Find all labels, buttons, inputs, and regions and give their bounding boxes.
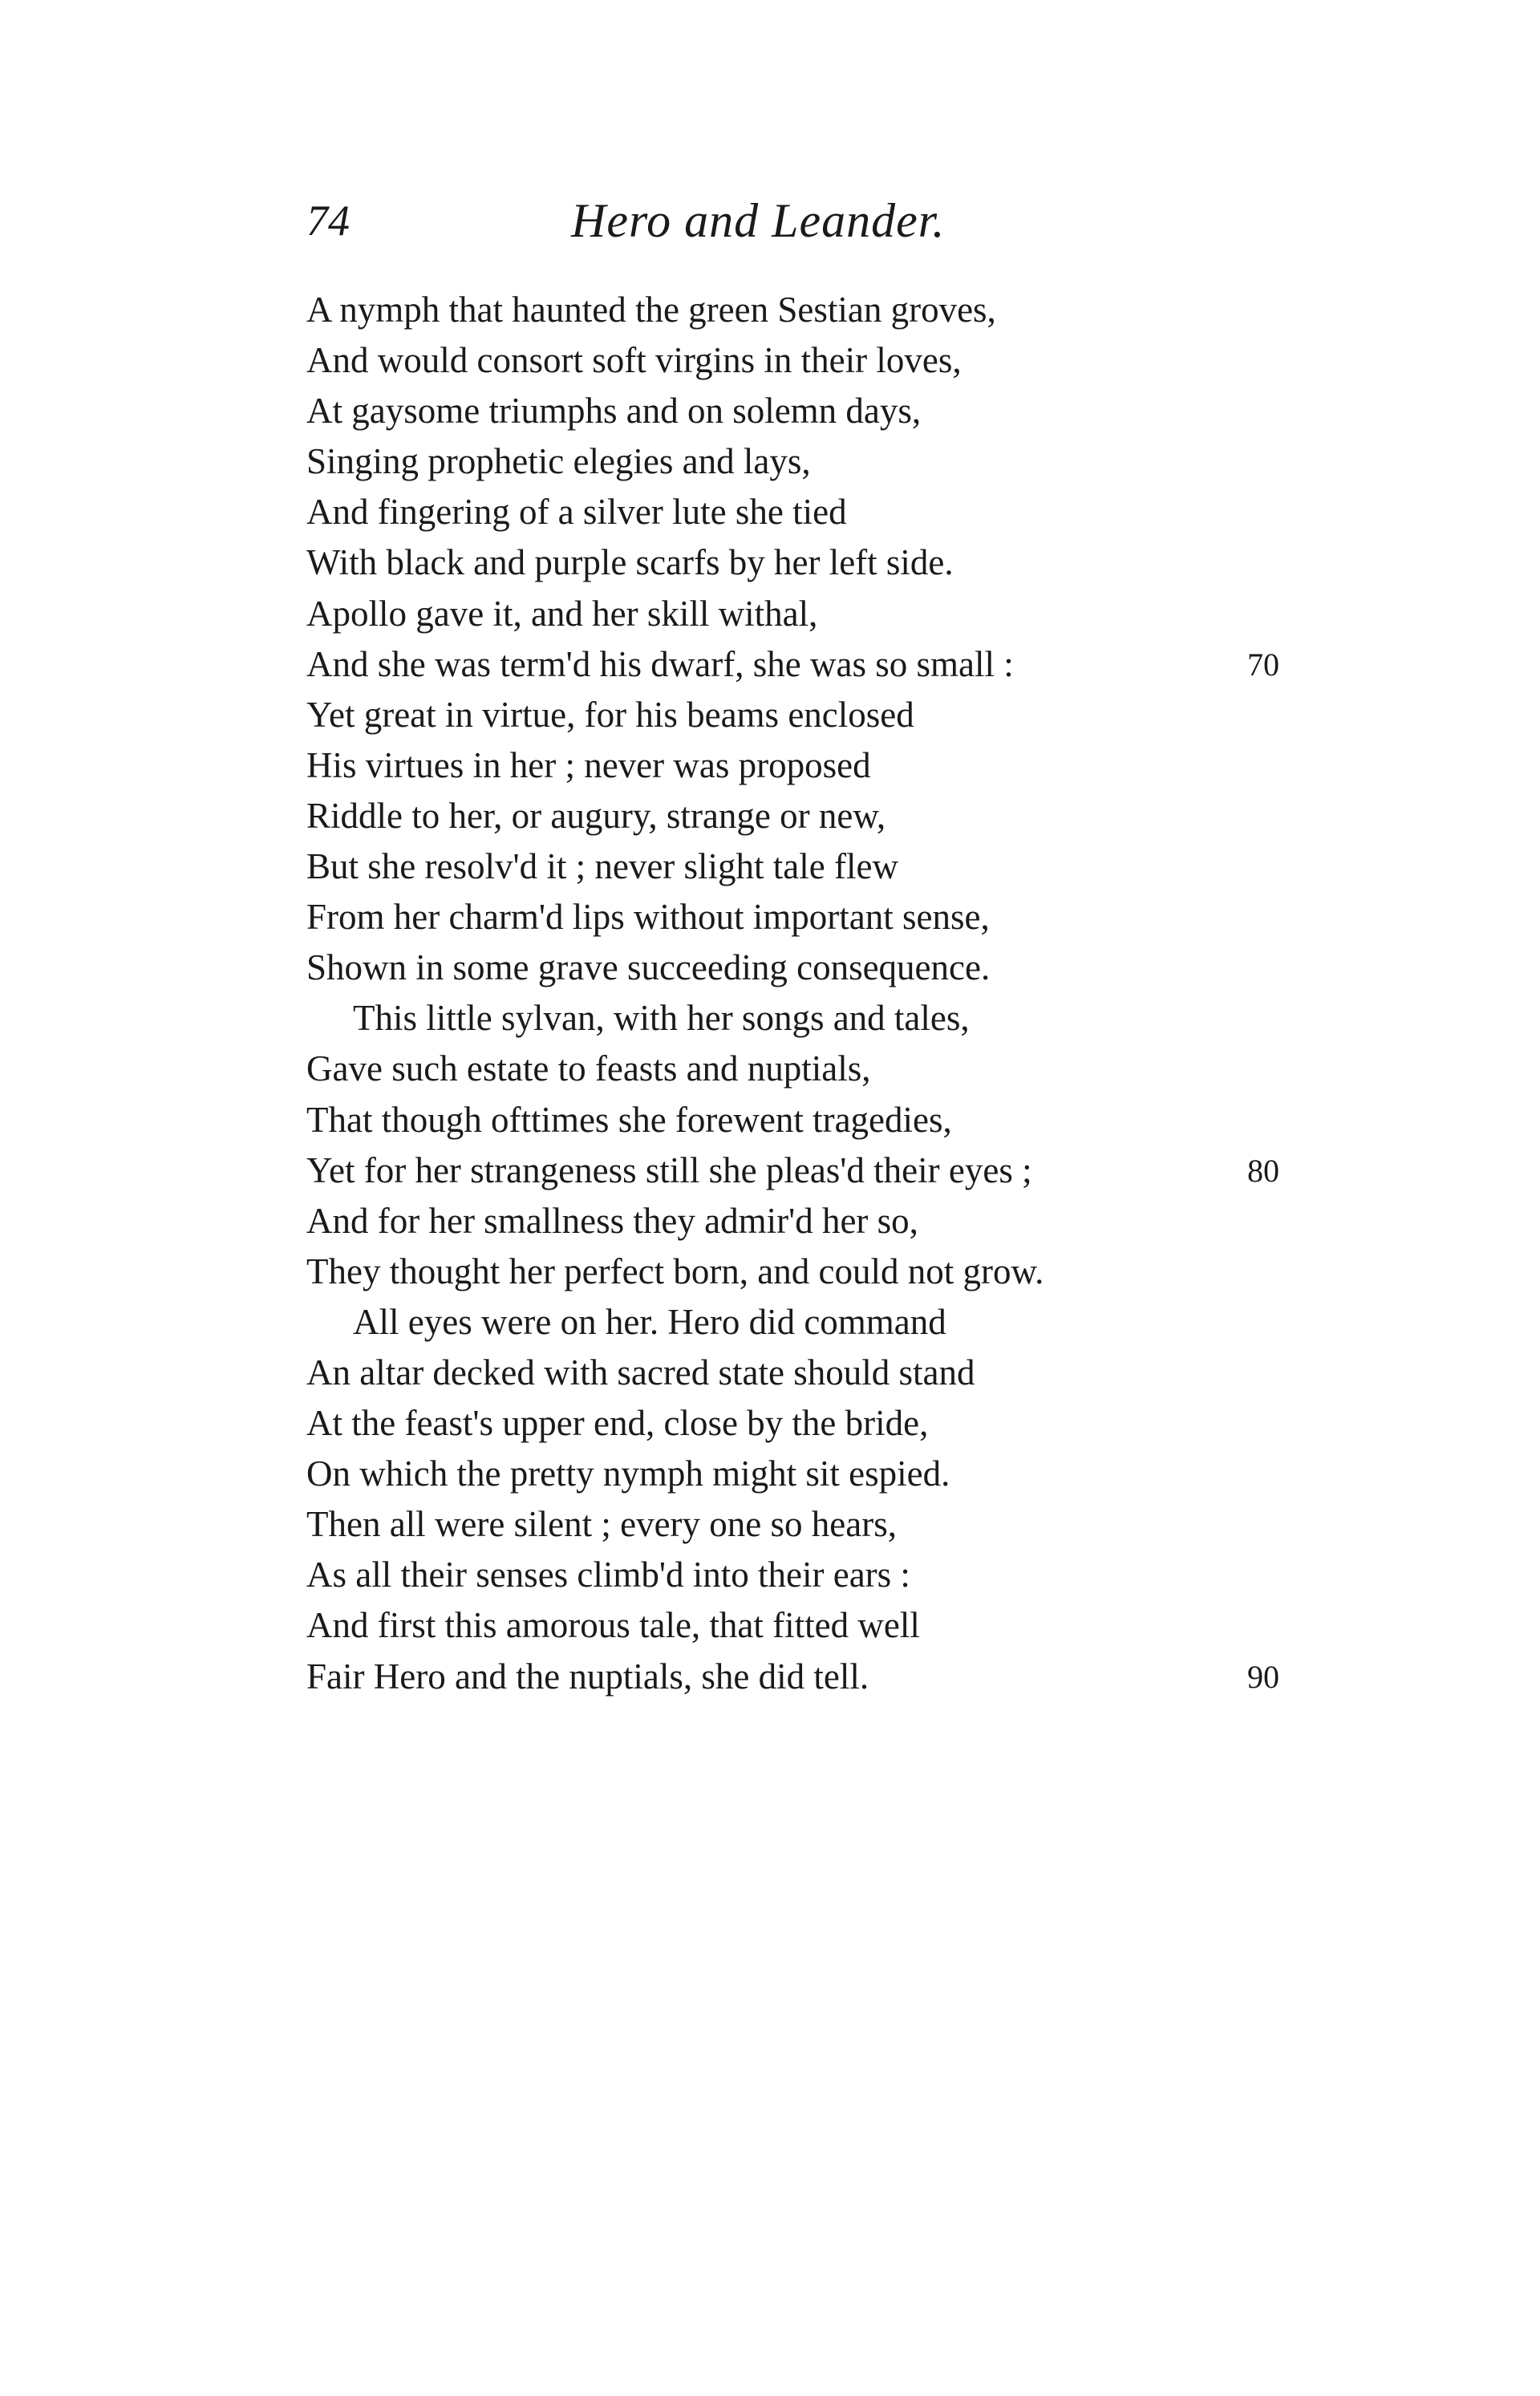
poem-line-text: From her charm'd lips without important sense, [306, 897, 990, 938]
poem-line [306, 1550, 1389, 1600]
poem-line [306, 436, 1389, 487]
poem-line-text: As all their senses climb'd into their ears : [306, 1555, 910, 1595]
poem-line [306, 841, 1389, 892]
poem-line-text: And she was term'd his dwarf, she was so small : [306, 643, 1014, 684]
poem-line-text: And fingering of a silver lute she tied [306, 492, 847, 533]
poem-line [306, 386, 1389, 436]
poem-line-text: And first this amorous tale, that fitted well [306, 1605, 920, 1646]
poem-line-text: Yet for her strangeness still she pleas'd their eyes ; [306, 1149, 1032, 1190]
poem-line-text: This little sylvan, with her songs and tales, [353, 998, 970, 1039]
poem-line [306, 892, 1389, 943]
poem-body [306, 285, 1389, 1702]
poem-line [306, 1145, 1389, 1196]
poem-line [306, 285, 1389, 335]
poem-line-text: Shown in some grave succeeding consequence. [306, 947, 991, 988]
poem-line-text: At gaysome triumphs and on solemn days, [306, 391, 922, 432]
poem-line [306, 993, 1389, 1044]
line-number: 70 [1247, 646, 1279, 683]
poem-line-text: An altar decked with sacred state should stand [306, 1352, 975, 1393]
line-number: 80 [1247, 1152, 1279, 1189]
poem-line [306, 1297, 1389, 1348]
poem-line [306, 943, 1389, 993]
poem-line [306, 740, 1389, 791]
poem-line-text: Fair Hero and the nuptials, she did tell. [306, 1656, 869, 1697]
poem-line [306, 1600, 1389, 1651]
poem-line [306, 1196, 1389, 1247]
poem-line-text: On which the pretty nymph might sit espied. [306, 1453, 950, 1494]
poem-line-text: Gave such estate to feasts and nuptials, [306, 1048, 871, 1089]
poem-line [306, 1398, 1389, 1449]
poem-line [306, 1499, 1389, 1550]
poem-line-text: Singing prophetic elegies and lays, [306, 441, 811, 482]
poem-line [306, 791, 1389, 841]
poem-line-text: At the feast's upper end, close by the bride, [306, 1403, 929, 1444]
running-title: Hero and Leander. [571, 194, 946, 247]
poem-line-text: Apollo gave it, and her skill withal, [306, 593, 818, 634]
poem-line-text: A nymph that haunted the green Sestian groves, [306, 290, 996, 330]
poem-line [306, 335, 1389, 386]
poem-line-text: They thought her perfect born, and could not grow. [306, 1251, 1044, 1291]
poem-line [306, 537, 1389, 588]
poem-line-text: Riddle to her, or augury, strange or new, [306, 795, 886, 836]
poem-line [306, 690, 1389, 740]
poem-line-text: Then all were silent ; every one so hears, [306, 1504, 897, 1545]
poem-line [306, 1652, 1389, 1702]
poem-line [306, 1044, 1389, 1094]
poem-line-text: Yet great in virtue, for his beams enclosed [306, 694, 914, 735]
poem-line-text: And for her smallness they admir'd her so, [306, 1200, 918, 1241]
poem-line [306, 639, 1389, 690]
poem-line [306, 1247, 1389, 1297]
poem-line-text: And would consort soft virgins in their loves, [306, 340, 962, 381]
poem-line-text: But she resolv'd it ; never slight tale flew [306, 846, 898, 887]
page-number: 74 [306, 197, 350, 245]
poem-line-text: His virtues in her ; never was proposed [306, 744, 871, 785]
page-header [306, 184, 1028, 257]
poem-line [306, 487, 1389, 537]
poem-line [306, 1095, 1389, 1145]
poem-line [306, 1449, 1389, 1499]
poem-line [306, 1348, 1389, 1398]
poem-line-text: With black and purple scarfs by her left side. [306, 542, 954, 583]
poem-line-text: All eyes were on her. Hero did command [353, 1301, 946, 1342]
line-number: 90 [1247, 1658, 1279, 1695]
poem-line-text: That though ofttimes she forewent tragedies, [306, 1099, 952, 1140]
poem-line [306, 589, 1389, 639]
